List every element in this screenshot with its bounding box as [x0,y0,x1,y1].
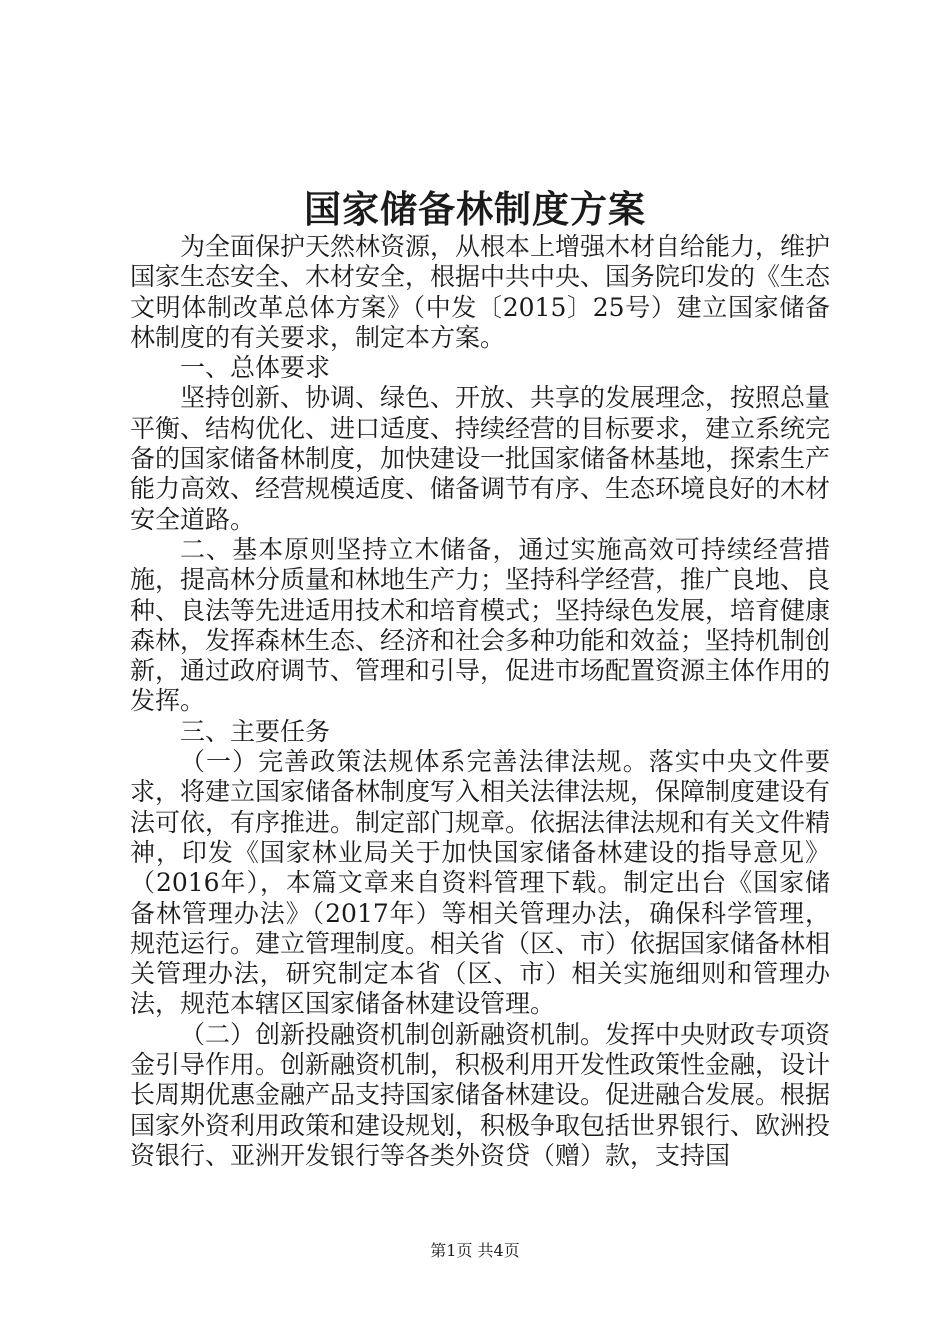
section-heading-3: 三、主要任务 [180,716,331,746]
document-title: 国家储备林制度方案 [304,187,646,231]
paragraph-basic-principles: 二、基本原则坚持立木储备，通过实施高效可持续经营措施，提高林分质量和林地生产力；坚持科学经营，推广良地、良种、良法等先进适用技术和培育模式；坚持绿色发展，培育健康森林，发挥森林生态、经济和社会多种功能和效益；坚持机制创新，通过政府调节、管理和引导，促进市场配置资源主体作用的发挥。 [130,534,831,716]
paragraph-task-2: （二）创新投融资机制创新融资机制。发挥中央财政专项资金引导作用。创新融资机制，积极利用开发性政策性金融，设计长周期优惠金融产品支持国家储备林建设。促进融合发展。根据国家外资利用政策和建设规划，积极争取包括世界银行、欧洲投资银行、亚洲开发银行等各类外资贷（赠）款，支持国 [130,1019,831,1170]
paragraph-task-1: （一）完善政策法规体系完善法律法规。落实中央文件要求，将建立国家储备林制度写入相关法律法规，保障制度建设有法可依，有序推进。制定部门规章。依据法律法规和有关文件精神，印发《国家林业局关于加快国家储备林建设的指导意见》（2016年），本篇文章来自资料管理下载。制定出台《国家储备林管理办法》（2017年）等相关管理办法，确保科学管理，规范运行。建立管理制度。相关省（区、市）依据国家储备林相关管理办法，研究制定本省（区、市）相关实施细则和管理办法，规范本辖区国家储备林建设管理。 [130,747,831,1019]
section-heading-1: 一、总体要求 [180,353,331,383]
document-body [130,232,830,1171]
page-number-footer: 第1页 共4页 [430,1241,520,1260]
paragraph-intro: 为全面保护天然林资源，从根本上增强木材自给能力，维护国家生态安全、木材安全，根据中共中央、国务院印发的《生态文明体制改革总体方案》（中发〔2015〕25号）建立国家储备林制度的有关要求，制定本方案。 [130,232,831,352]
paragraph-general-requirements: 坚持创新、协调、绿色、开放、共享的发展理念，按照总量平衡、结构优化、进口适度、持续经营的目标要求，建立系统完备的国家储备林制度，加快建设一批国家储备林基地，探索生产能力高效、经营规模适度、储备调节有序、生态环境良好的木材安全道路。 [130,383,831,534]
